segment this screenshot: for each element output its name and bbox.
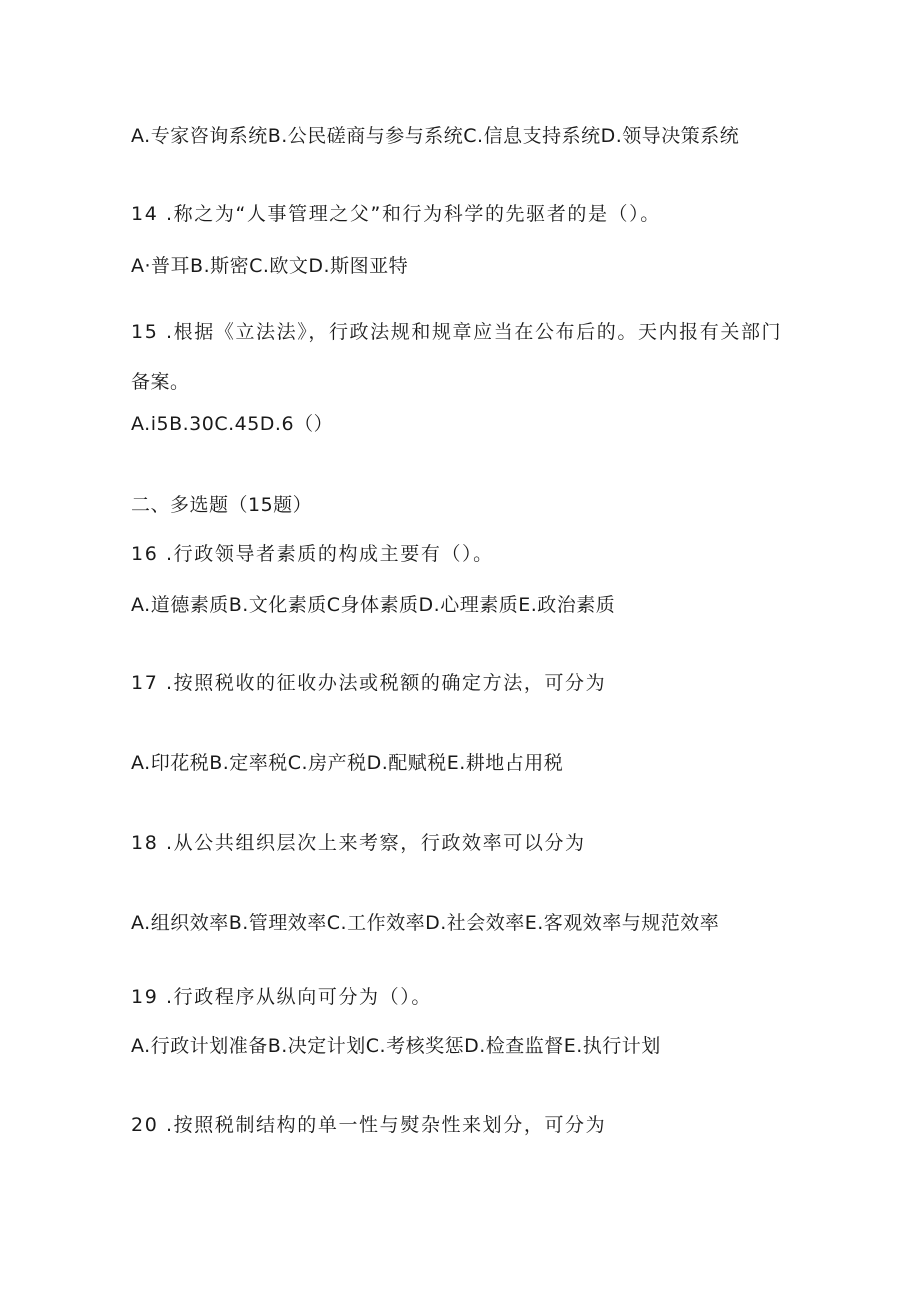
q19-options: A.行政计划准备B.决定计划C.考核奖惩D.检查监督E.执行计划: [131, 1035, 661, 1057]
q16-options: A.道德素质B.文化素质C身体素质D.心理素质E.政治素质: [131, 594, 616, 616]
q17-options: A.印花税B.定率税C.房产税D.配赋税E.耕地占用税: [131, 752, 564, 774]
section-heading-multiple-choice: 二、多选题（15题）: [131, 494, 313, 516]
q15-options: A.i5B.30C.45D.6（）: [131, 413, 334, 435]
q18-options: A.组织效率B.管理效率C.工作效率D.社会效率E.客观效率与规范效率: [131, 912, 720, 934]
q13-options: A.专家咨询系统B.公民磋商与参与系统C.信息支持系统D.领导决策系统: [131, 125, 740, 147]
q20-question: 20 .按照税制结构的单一性与熨杂性来划分，可分为: [131, 1114, 607, 1136]
q18-question: 18 .从公共组织层次上来考察，行政效率可以分为: [131, 832, 586, 854]
q16-question: 16 .行政领导者素质的构成主要有（）。: [131, 543, 494, 565]
q19-question: 19 .行政程序从纵向可分为（）。: [131, 986, 432, 1008]
q14-options: A·普耳B.斯密C.欧文D.斯图亚特: [131, 255, 409, 277]
q17-question: 17 .按照税收的征收办法或税额的确定方法，可分为: [131, 672, 607, 694]
q15-question: 15 .根据《立法法》，行政法规和规章应当在公布后的。天内报有关部门: [131, 321, 783, 343]
q14-question: 14 .称之为“人事管理之父”和行为科学的先驱者的是（）。: [131, 203, 661, 225]
q15-question-continued: 备案。: [131, 371, 190, 393]
